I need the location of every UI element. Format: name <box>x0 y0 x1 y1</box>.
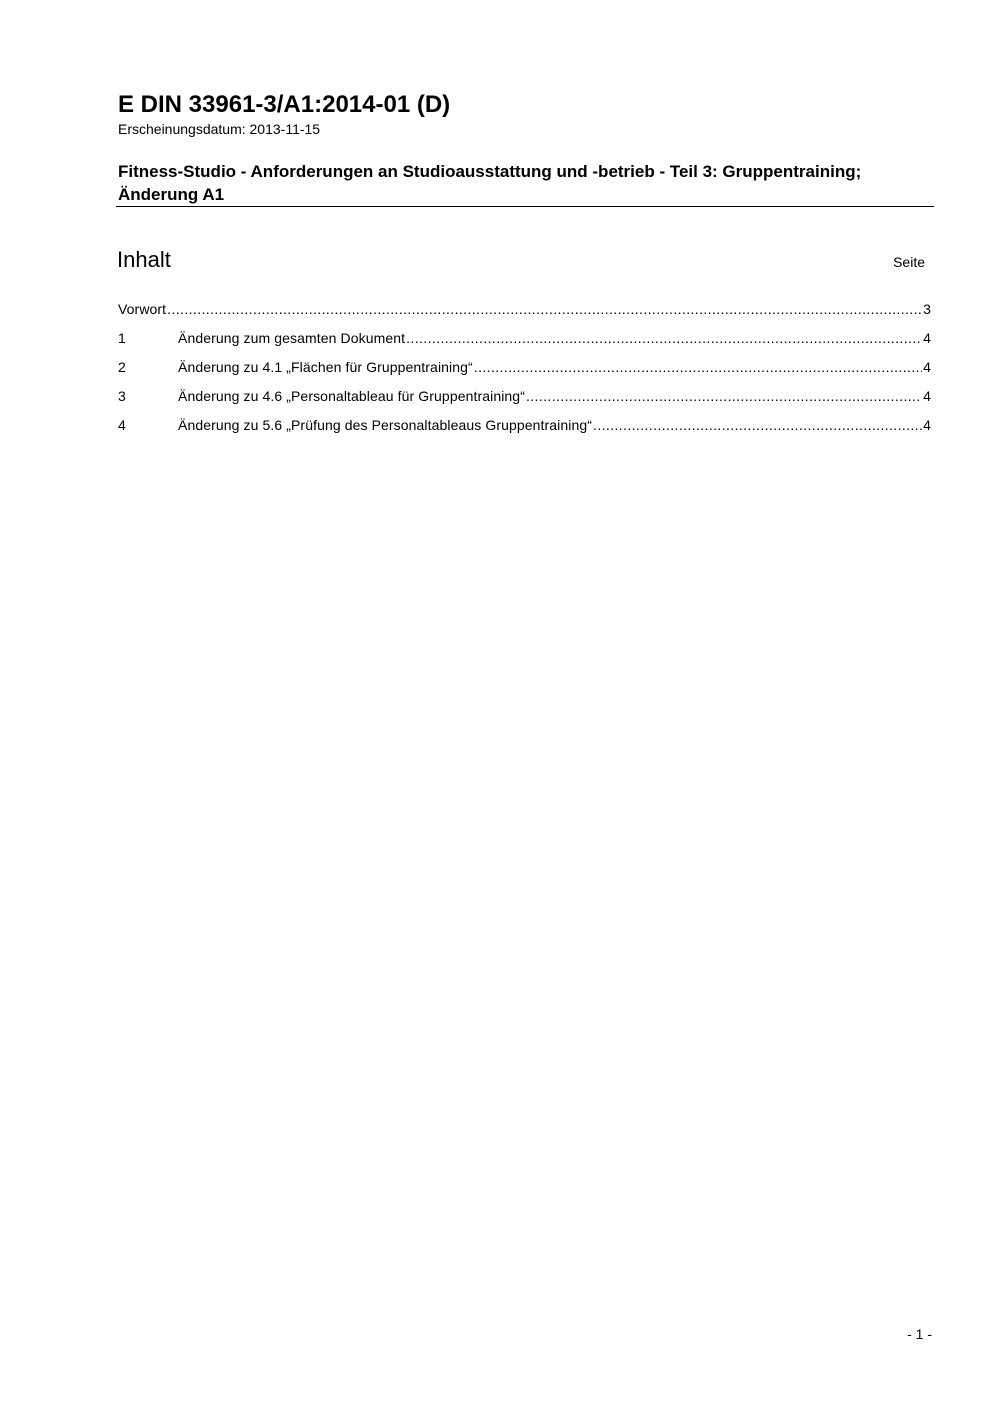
toc-dot-leader <box>406 329 922 347</box>
document-subtitle: Fitness-Studio - Anforderungen an Studioausstattung und -betrieb - Teil 3: Gruppentraining; Änderung A1 <box>118 162 862 204</box>
title-divider <box>116 206 934 207</box>
toc-entry-text: Änderung zum gesamten Dokument <box>178 330 406 346</box>
toc-entry-number: 3 <box>118 388 126 404</box>
toc-entry-number: 2 <box>118 359 126 375</box>
toc-entry-text: Änderung zu 5.6 „Prüfung des Personaltableaus Gruppentraining“ <box>178 417 593 433</box>
toc-entry-page: 4 <box>923 417 931 433</box>
toc-entry-vorwort[interactable] <box>118 300 931 329</box>
toc-entry-page: 4 <box>923 388 931 404</box>
toc-entry-3[interactable] <box>118 387 931 416</box>
toc-entry-4[interactable] <box>118 416 931 445</box>
toc-entry-2[interactable] <box>118 358 931 387</box>
toc-entry-page: 4 <box>923 359 931 375</box>
publication-date: Erscheinungsdatum: 2013-11-15 <box>118 121 321 137</box>
toc-entry-text: Änderung zu 4.1 „Flächen für Gruppentraining“ <box>178 359 473 375</box>
toc-heading: Inhalt <box>117 247 171 272</box>
toc-dot-leader <box>167 300 922 318</box>
toc-entry-text: Vorwort <box>118 301 167 317</box>
table-of-contents <box>118 300 931 445</box>
toc-dot-leader <box>526 387 922 405</box>
toc-entry-page: 4 <box>923 330 931 346</box>
toc-dot-leader <box>474 358 922 376</box>
toc-page-column-label: Seite <box>893 254 925 270</box>
toc-entry-number: 4 <box>118 417 126 433</box>
toc-entry-number: 1 <box>118 330 126 346</box>
toc-dot-leader <box>593 416 922 434</box>
toc-entry-1[interactable] <box>118 329 931 358</box>
document-title: E DIN 33961-3/A1:2014-01 (D) <box>118 91 451 118</box>
toc-entry-page: 3 <box>923 301 931 317</box>
page-number: - 1 - <box>907 1326 932 1342</box>
toc-entry-text: Änderung zu 4.6 „Personaltableau für Gruppentraining“ <box>178 388 525 404</box>
